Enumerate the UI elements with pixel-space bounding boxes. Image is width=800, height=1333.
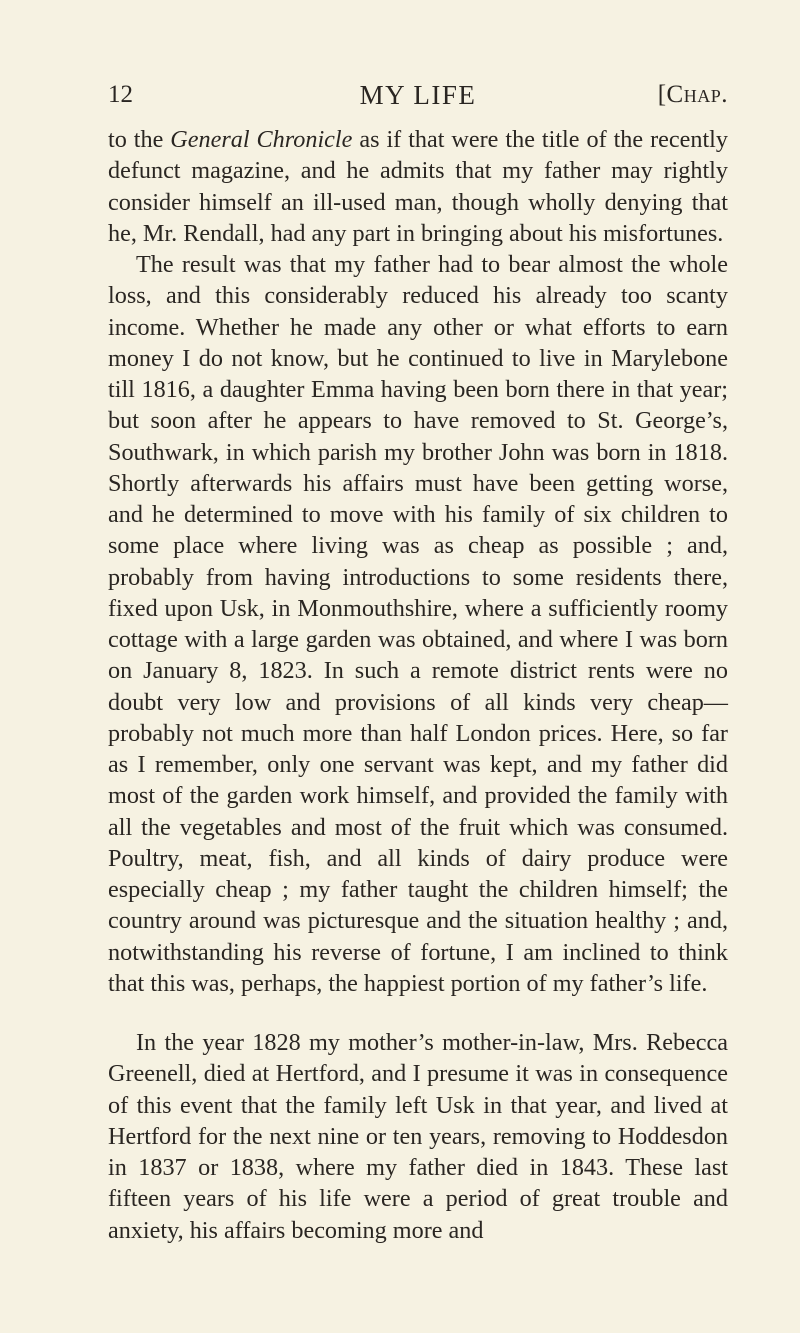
paragraph-text: In the year 1828 my mother’s mother-in-law, Mrs. Rebecca Greenell, died at Hertford, and I presume it was in consequence of this event that the family left Usk in that year, and lived at Hertford for the next nine or ten years, removing to Hoddesdon in 1837 or 1838, where my father died in 1843. These last fifteen years of his life were a period of great trouble and anxiety, his affairs becoming more and bbox=[108, 1029, 728, 1244]
paragraph bbox=[108, 124, 728, 249]
running-title: MY LIFE bbox=[359, 80, 477, 110]
paragraph bbox=[108, 1027, 728, 1246]
paragraph-text: as if that were the title of the recently defunct magazine, and he admits that my father may rightly consider himself an ill-used man, though wholly denying that he, Mr. Rendall, had any part in bringing about his misfortunes. bbox=[108, 126, 728, 247]
paragraph-text: to the bbox=[108, 126, 171, 153]
paragraph-text: The result was that my father had to bear almost the whole loss, and this considerably reduced his already too scanty income. Whether he made any other or what efforts to earn money I do not know, but he continued to live in Marylebone till 1816, a daughter Emma having been born there in that year; but soon after he appears to have removed to St. George’s, Southwark, in which parish my brother John was born in 1818. Shortly afterwards his affairs must have been getting worse, and he determined to move with his family of six children to some place where living was as cheap as possible ; and, probably from having introductions to some residents there, fixed upon Usk, in Monmouthshire, where a sufficiently roomy cottage with a large garden was obtained, and where I was born on January 8, 1823. In such a remote district rents were no doubt very low and provisions of all kinds very cheap—probably not much more than half London prices. Here, so far as I remember, only one servant was kept, and my father did most of the garden work himself, and provided the family with all the vegetables and most of the fruit which was consumed. Poultry, meat, fish, and all kinds of dairy produce were especially cheap ; my father taught the children himself; the country around was picturesque and the situation healthy ; and, notwithstanding his reverse of fortune, I am inclined to think that this was, perhaps, the happiest portion of my father’s life. bbox=[108, 251, 728, 997]
paragraph bbox=[108, 249, 728, 999]
page-number: 12 bbox=[108, 81, 133, 108]
body-text bbox=[108, 124, 728, 1246]
periodical-title: General Chronicle bbox=[170, 126, 353, 153]
chapter-marker: [Chap. bbox=[657, 81, 728, 108]
running-head bbox=[108, 78, 728, 112]
